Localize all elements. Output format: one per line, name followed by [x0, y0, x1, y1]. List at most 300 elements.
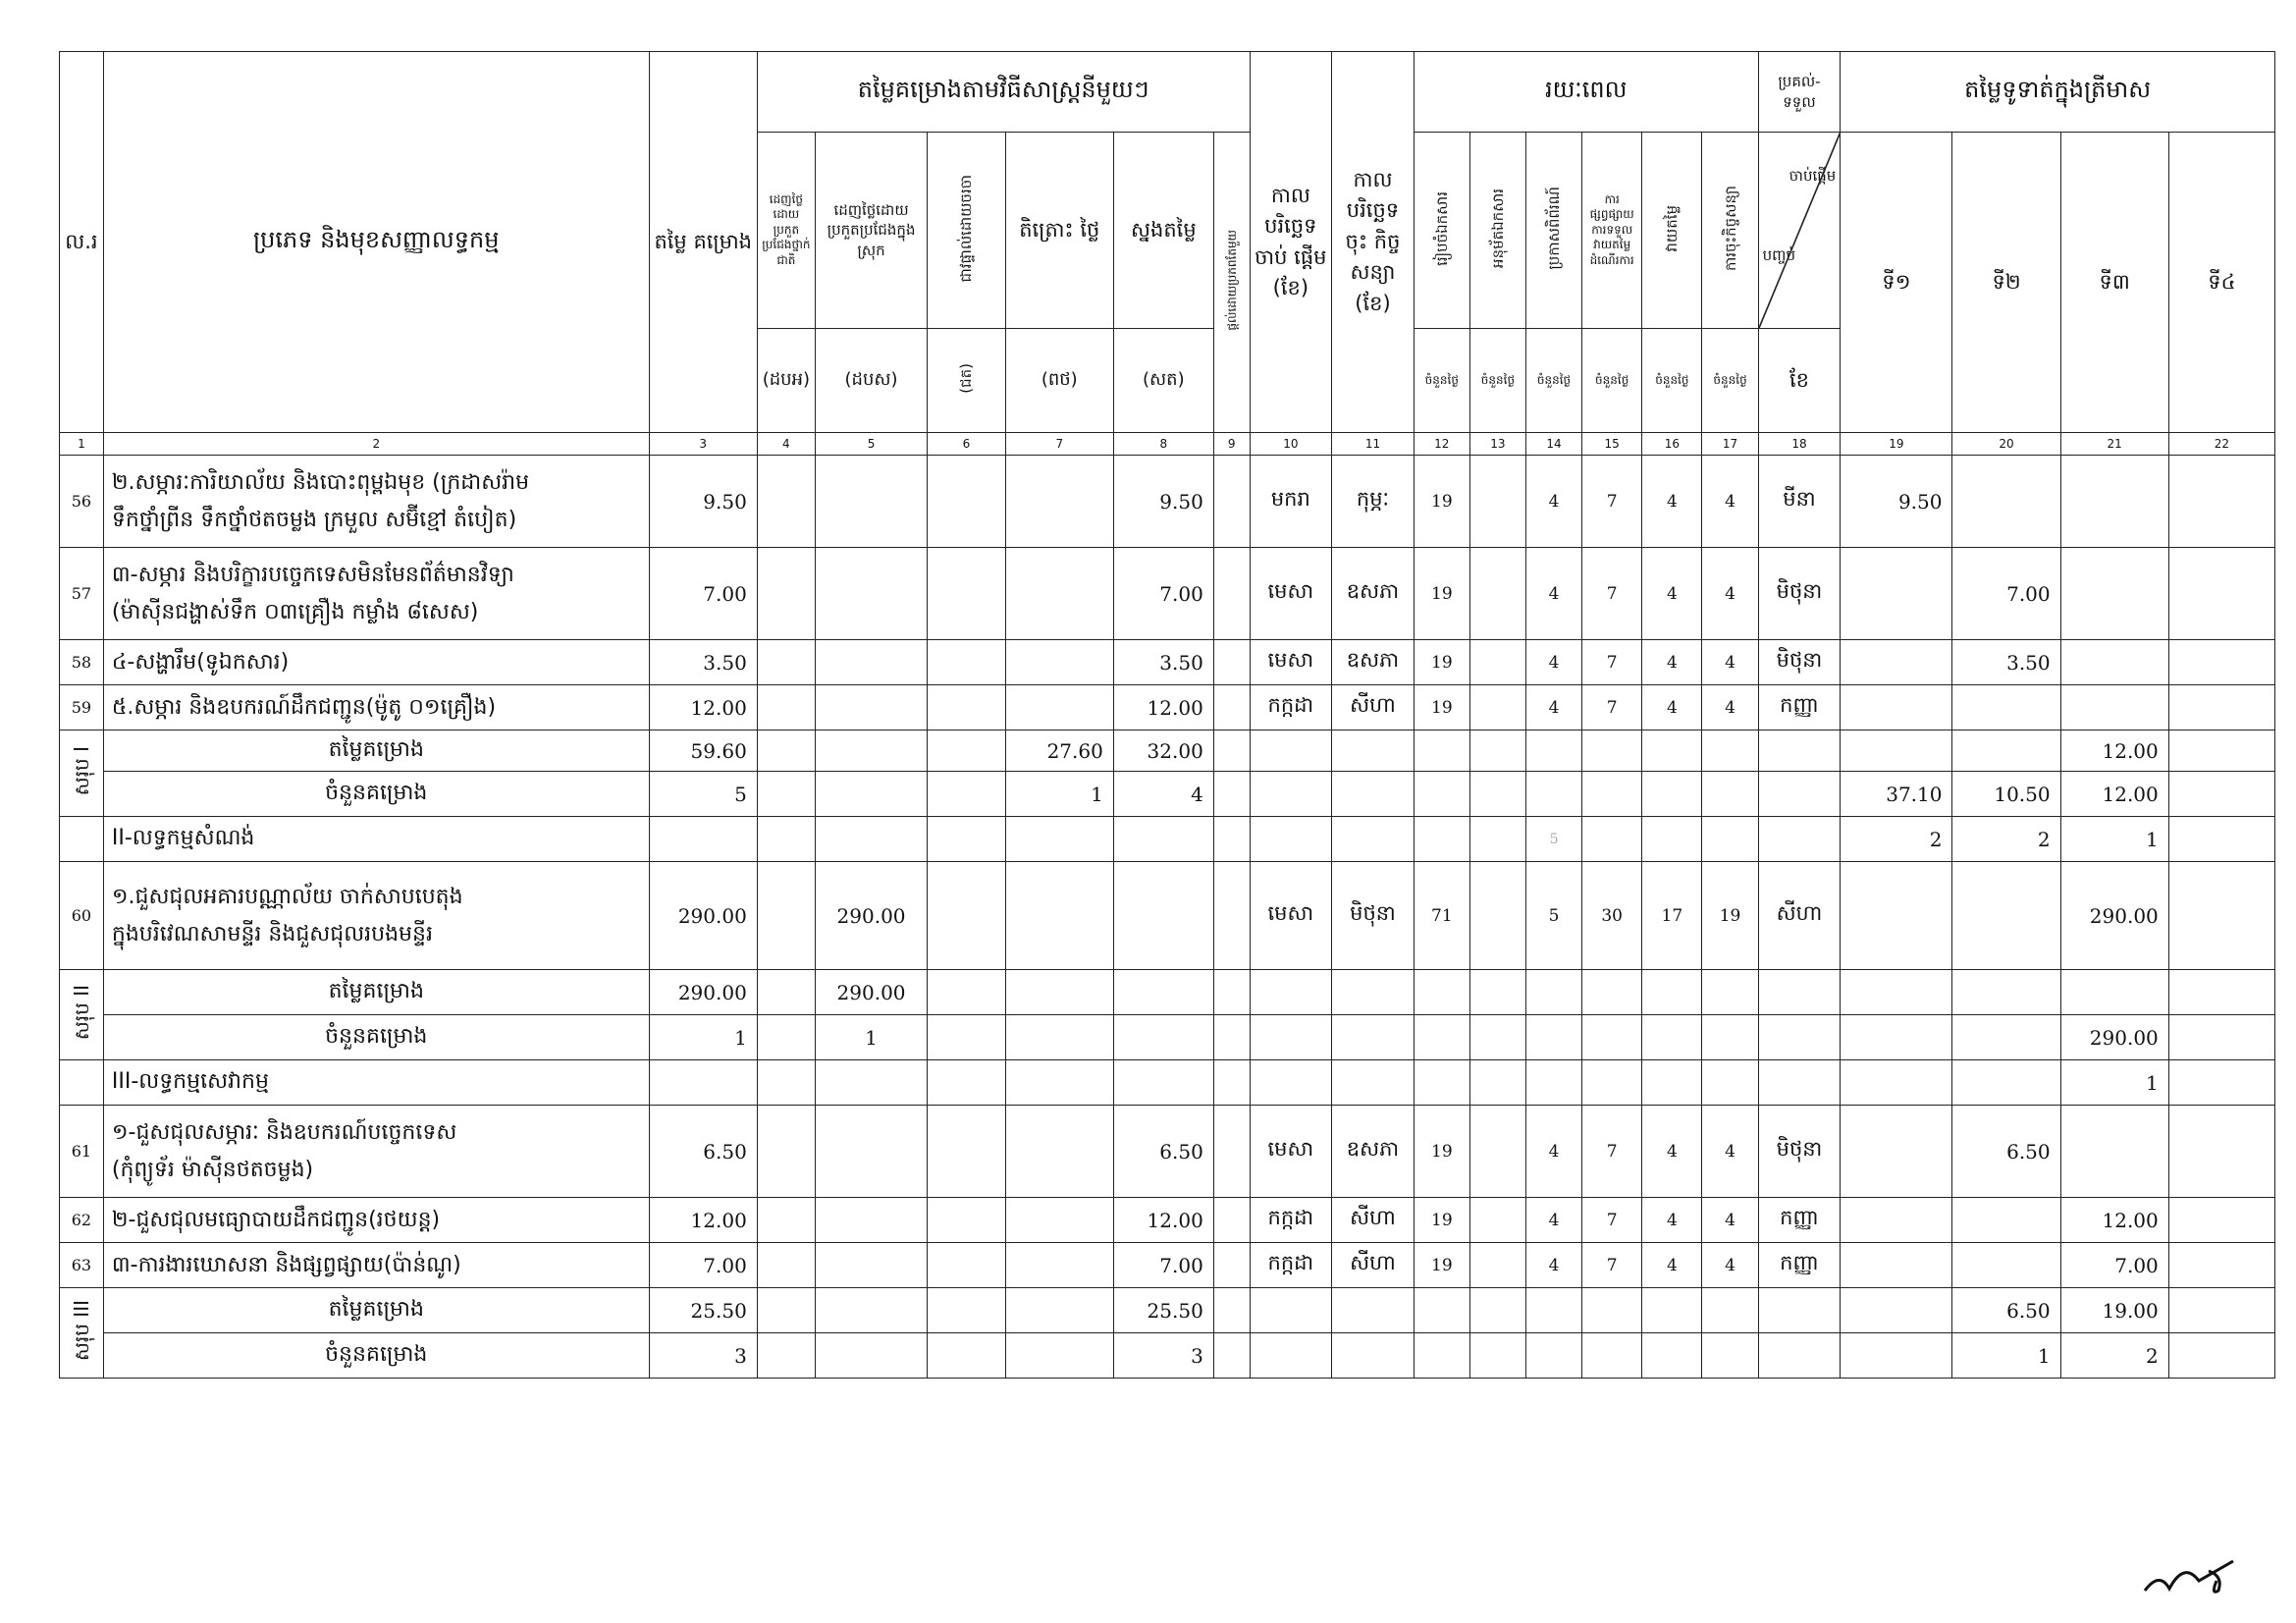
summary-3-count-label: ចំនួនគម្រោង	[103, 1333, 649, 1379]
dur-col-5-header	[1642, 133, 1702, 329]
row-price	[1005, 548, 1113, 640]
row-name-line2: (ម៉ាស៊ីនជង្ហាស់ទឹក ០៣គ្រឿង កម្លាំង ៨សេស)	[111, 599, 479, 624]
row-no: 61	[60, 1106, 104, 1198]
goods-rows	[60, 456, 2275, 730]
row-60-local: 290.00	[815, 862, 927, 970]
row-q4	[2168, 548, 2274, 640]
handwritten-initial-icon	[2140, 1551, 2238, 1600]
row-q1	[1841, 1243, 1952, 1288]
row-contract: ឧសភា	[1332, 1106, 1415, 1198]
row-contract: កុម្ភៈ	[1332, 456, 1415, 548]
row-d4: 7	[1582, 640, 1642, 685]
row-no: 58	[60, 640, 104, 685]
row-estimate: 6.50	[649, 1106, 757, 1198]
row-d4: 7	[1582, 1198, 1642, 1243]
row-price	[1005, 1243, 1113, 1288]
row-local	[815, 548, 927, 640]
row-d3: 4	[1525, 548, 1581, 640]
row-60-start: មេសា	[1250, 862, 1332, 970]
summary-2-side-cell	[60, 970, 104, 1060]
row-delivery: មិថុនា	[1758, 1106, 1841, 1198]
month-label: ខែ	[1758, 329, 1841, 433]
row-start: កក្កដា	[1250, 1198, 1332, 1243]
row-d6: 4	[1702, 548, 1758, 640]
summary-1-side-label: សរុប I	[69, 746, 93, 796]
summary-1-total-label: តម្លៃគម្រោង	[103, 730, 649, 772]
col-no-header: ល.រ	[60, 52, 104, 433]
row-start: មេសា	[1250, 548, 1332, 640]
column-number-17: 17	[1702, 433, 1758, 456]
table-row	[60, 640, 2275, 685]
delivery-end-label: បញ្ចប់	[1762, 245, 1795, 264]
summary-1-extra-q1: 2	[1841, 817, 1952, 862]
row-name	[103, 640, 649, 685]
column-number-3: 3	[649, 433, 757, 456]
row-single	[1213, 1106, 1250, 1198]
summary-2-total-estimate: 290.00	[649, 970, 757, 1015]
row-q2: 3.50	[1952, 640, 2060, 685]
column-number-4: 4	[757, 433, 815, 456]
column-number-22: 22	[2168, 433, 2274, 456]
column-number-19: 19	[1841, 433, 1952, 456]
method-direct-label: ជាវផ្ទាល់ដោយចរចា	[957, 174, 976, 283]
dur-col-3-label: ប្រកាសពិព័រណ៍	[1545, 187, 1564, 270]
row-ncb	[757, 1198, 815, 1243]
row-d6: 4	[1702, 1243, 1758, 1288]
row-d6: 4	[1702, 456, 1758, 548]
row-d2	[1469, 1106, 1525, 1198]
summary-1-total-rfq: 32.00	[1113, 730, 1213, 772]
row-d2	[1469, 1243, 1525, 1288]
row-contract: សីហា	[1332, 1243, 1415, 1288]
diagonal-divider	[1759, 133, 1841, 328]
table-row	[60, 862, 2275, 970]
row-d3: 4	[1525, 1243, 1581, 1288]
row-estimate: 3.50	[649, 640, 757, 685]
dur-col-2-label: អនុម័តឯកសារ	[1488, 189, 1507, 268]
row-q3	[2060, 685, 2168, 730]
dur-col-6-header	[1702, 133, 1758, 329]
row-q1	[1841, 1106, 1952, 1198]
section-2-row	[60, 817, 2275, 862]
row-q2	[1952, 1198, 2060, 1243]
row-d5: 4	[1642, 685, 1702, 730]
row-no: 59	[60, 685, 104, 730]
row-d1: 19	[1414, 1198, 1469, 1243]
row-q1	[1841, 685, 1952, 730]
row-no: 63	[60, 1243, 104, 1288]
row-q4	[2168, 1243, 2274, 1288]
summary-2-side-label: សរុប II	[69, 985, 93, 1041]
summary-1-count-q2: 10.50	[1952, 772, 2060, 817]
row-q4	[2168, 685, 2274, 730]
days-3: ចំនួនថ្ងៃ	[1525, 329, 1581, 433]
column-number-21: 21	[2060, 433, 2168, 456]
row-d5: 4	[1642, 1198, 1702, 1243]
row-q4	[2168, 456, 2274, 548]
row-direct	[928, 640, 1006, 685]
row-d1: 19	[1414, 1243, 1469, 1288]
row-estimate: 7.00	[649, 1243, 757, 1288]
row-price	[1005, 456, 1113, 548]
row-single	[1213, 548, 1250, 640]
row-60-no: 60	[60, 862, 104, 970]
row-name	[103, 1106, 649, 1198]
summary-2-count-estimate: 1	[649, 1015, 757, 1060]
row-ncb	[757, 548, 815, 640]
row-d2	[1469, 685, 1525, 730]
methods-group-header: តម្លៃគម្រោងតាមវិធីសាស្ត្រនីមួយៗ	[757, 52, 1250, 133]
table-row	[60, 685, 2275, 730]
row-contract: ឧសភា	[1332, 548, 1415, 640]
column-number-13: 13	[1469, 433, 1525, 456]
row-d5: 4	[1642, 1243, 1702, 1288]
row-60-estimate: 290.00	[649, 862, 757, 970]
direct-code-cell	[928, 329, 1006, 433]
row-60-delivery: សីហា	[1758, 862, 1841, 970]
row-direct	[928, 1243, 1006, 1288]
summary-2-total-row	[60, 970, 2275, 1015]
row-no: 62	[60, 1198, 104, 1243]
row-q3	[2060, 548, 2168, 640]
row-name-line2: ទឹកថ្នាំព្រីន ទឹកថ្នាំថតចម្លង ក្រមួល សម៊ីខ្មៅ តំបៀត)	[111, 507, 517, 532]
row-d6: 4	[1702, 1198, 1758, 1243]
delivery-start-label: ចាប់ផ្តើម	[1789, 167, 1837, 186]
quarter-1-header: ទី១	[1841, 133, 1952, 433]
section-2-title: II-លទ្ធកម្មសំណង់	[103, 817, 649, 862]
row-q1	[1841, 548, 1952, 640]
row-60-line2: ក្នុងបរិវេណសាមន្ទីរ និងជួសជុលរបងមន្ទីរ	[111, 921, 433, 947]
row-contract: សីហា	[1332, 685, 1415, 730]
row-delivery: កញ្ញា	[1758, 1198, 1841, 1243]
summary-3-total-estimate: 25.50	[649, 1288, 757, 1333]
summary-1-count-price: 1	[1005, 772, 1113, 817]
row-d1: 19	[1414, 1106, 1469, 1198]
summary-3-extra-q3: 2	[2060, 1333, 2168, 1379]
col-estimate-header: តម្លៃ គម្រោង	[649, 52, 757, 433]
table-row	[60, 1106, 2275, 1198]
column-number-11: 11	[1332, 433, 1415, 456]
row-d1: 19	[1414, 685, 1469, 730]
summary-1-total-q3: 12.00	[2060, 730, 2168, 772]
row-rfq: 12.00	[1113, 1198, 1213, 1243]
row-d5: 4	[1642, 1106, 1702, 1198]
row-d1: 19	[1414, 640, 1469, 685]
row-60-d5: 17	[1642, 862, 1702, 970]
row-q3	[2060, 456, 2168, 548]
row-start: មេសា	[1250, 1106, 1332, 1198]
contract-period-header: កាល បរិច្ឆេទ ចុះ កិច្ច សន្យា (ខែ)	[1332, 52, 1415, 433]
row-name-line1: ១-ជួសជុលសម្ភារៈ និងឧបករណ៍បច្ចេកទេស	[111, 1120, 457, 1146]
row-d3: 4	[1525, 685, 1581, 730]
row-estimate: 9.50	[649, 456, 757, 548]
row-d3: 4	[1525, 1198, 1581, 1243]
summary-2-count-local: 1	[815, 1015, 927, 1060]
column-number-1: 1	[60, 433, 104, 456]
row-d2	[1469, 640, 1525, 685]
method-local-header: ដេញថ្លៃដោយប្រកួតប្រជែងក្នុងស្រុក	[815, 133, 927, 329]
column-number-18: 18	[1758, 433, 1841, 456]
summary-3-total-row	[60, 1288, 2275, 1333]
row-estimate: 12.00	[649, 1198, 757, 1243]
row-estimate: 12.00	[649, 685, 757, 730]
row-start: កក្កដា	[1250, 1243, 1332, 1288]
row-d3: 4	[1525, 456, 1581, 548]
row-name-line1: ២-ជួសជុលមធ្យោបាយដឹកជញ្ជូន(រថយន្ត)	[111, 1207, 441, 1232]
dur-col-2-header	[1469, 133, 1525, 329]
row-estimate: 7.00	[649, 548, 757, 640]
dur-col-3-header	[1525, 133, 1581, 329]
days-2: ចំនួនថ្ងៃ	[1469, 329, 1525, 433]
row-d2	[1469, 1198, 1525, 1243]
row-name	[103, 548, 649, 640]
row-start: មករា	[1250, 456, 1332, 548]
row-contract: ឧសភា	[1332, 640, 1415, 685]
days-6: ចំនួនថ្ងៃ	[1702, 329, 1758, 433]
row-rfq: 12.00	[1113, 685, 1213, 730]
row-rfq: 7.00	[1113, 1243, 1213, 1288]
row-d4: 7	[1582, 685, 1642, 730]
summary-3-side-cell	[60, 1288, 104, 1379]
row-direct	[928, 456, 1006, 548]
row-direct	[928, 1106, 1006, 1198]
row-rfq: 9.50	[1113, 456, 1213, 548]
column-number-15: 15	[1582, 433, 1642, 456]
summary-2-total-label: តម្លៃគម្រោង	[103, 970, 649, 1015]
column-number-9: 9	[1213, 433, 1250, 456]
summary-3-count-rfq: 3	[1113, 1333, 1213, 1379]
row-direct	[928, 548, 1006, 640]
row-q3	[2060, 1106, 2168, 1198]
row-60-d3: 5	[1525, 862, 1581, 970]
column-number-10: 10	[1250, 433, 1332, 456]
row-single	[1213, 1243, 1250, 1288]
summary-1-count-q1: 37.10	[1841, 772, 1952, 817]
days-4: ចំនួនថ្ងៃ	[1582, 329, 1642, 433]
row-single	[1213, 685, 1250, 730]
row-rfq: 7.00	[1113, 548, 1213, 640]
delivery-start-end-header	[1758, 133, 1841, 329]
method-direct-header	[928, 133, 1006, 329]
row-name	[103, 1198, 649, 1243]
days-5: ចំនួនថ្ងៃ	[1642, 329, 1702, 433]
row-q3: 7.00	[2060, 1243, 2168, 1288]
delivery-group-header: ប្រគល់- ទទួល	[1758, 52, 1841, 133]
quarter-3-header: ទី៣	[2060, 133, 2168, 433]
section-3-q3: 1	[2060, 1060, 2168, 1106]
row-60-q3: 290.00	[2060, 862, 2168, 970]
price-code: (ពថ)	[1005, 329, 1113, 433]
column-number-14: 14	[1525, 433, 1581, 456]
summary-3-total-q3: 19.00	[2060, 1288, 2168, 1333]
row-price	[1005, 685, 1113, 730]
row-name	[103, 456, 649, 548]
method-price-header: តិត្រោះ ថ្លៃ	[1005, 133, 1113, 329]
row-d4: 7	[1582, 1106, 1642, 1198]
summary-1-count-estimate: 5	[649, 772, 757, 817]
dur-col-1-header	[1414, 133, 1469, 329]
row-d3: 4	[1525, 1106, 1581, 1198]
summary-1-extra-q3: 1	[2060, 817, 2168, 862]
row-rfq: 3.50	[1113, 640, 1213, 685]
row-d4: 7	[1582, 456, 1642, 548]
row-name	[103, 685, 649, 730]
row-delivery: មីនា	[1758, 456, 1841, 548]
row-delivery: មិថុនា	[1758, 640, 1841, 685]
row-d6: 4	[1702, 640, 1758, 685]
quarter-group-header: តម្លៃទូទាត់ក្នុងត្រីមាស	[1841, 52, 2275, 133]
summary-1-total-estimate: 59.60	[649, 730, 757, 772]
row-60-d4: 30	[1582, 862, 1642, 970]
row-q2	[1952, 456, 2060, 548]
row-q2	[1952, 685, 2060, 730]
summary-1-side-cell	[60, 730, 104, 817]
row-price	[1005, 1106, 1113, 1198]
row-single	[1213, 1198, 1250, 1243]
row-d5: 4	[1642, 456, 1702, 548]
column-number-12: 12	[1414, 433, 1469, 456]
summary-1-extra-q2: 2	[1952, 817, 2060, 862]
row-rfq: 6.50	[1113, 1106, 1213, 1198]
row-name-line1: ៥.សម្ភារ និងឧបករណ៍ដឹកជញ្ជូន(ម៉ូតូ ០១គ្រឿង)	[111, 694, 497, 720]
table-row	[60, 1198, 2275, 1243]
column-number-7: 7	[1005, 433, 1113, 456]
row-name-line1: ២.សម្ភារៈការិយាល័យ និងបោះពុម្ពឯមុខ (ក្រដាសរ៉ាម	[111, 470, 530, 496]
ncb-code: (ដបអ)	[757, 329, 815, 433]
row-d1: 19	[1414, 548, 1469, 640]
row-local	[815, 1106, 927, 1198]
row-d4: 7	[1582, 548, 1642, 640]
local-code: (ដបស)	[815, 329, 927, 433]
method-ncb-header: ដេញថ្លៃ ដោយប្រកួតប្រជែងថ្នាក់ជាតិ	[757, 133, 815, 329]
summary-2-total-local: 290.00	[815, 970, 927, 1015]
column-number-20: 20	[1952, 433, 2060, 456]
summary-1-count-row	[60, 772, 2275, 817]
duration-group-header: រយៈពេល	[1414, 52, 1758, 133]
summary-3-total-q2: 6.50	[1952, 1288, 2060, 1333]
row-delivery: កញ្ញា	[1758, 1243, 1841, 1288]
row-start: កក្កដា	[1250, 685, 1332, 730]
row-60-name	[103, 862, 649, 970]
row-d5: 4	[1642, 548, 1702, 640]
summary-2-count-q3: 290.00	[2060, 1015, 2168, 1060]
col-type-header: ប្រភេទ និងមុខសញ្ញាលទ្ធកម្ម	[103, 52, 649, 433]
quarter-4-header: ទី៤	[2168, 133, 2274, 433]
row-no: 56	[60, 456, 104, 548]
dur-col-4-header: ការផ្សព្វផ្សាយ ការទទួល វាយតម្លៃ ដំណើរការ	[1582, 133, 1642, 329]
row-single	[1213, 640, 1250, 685]
rfq-code: (សត)	[1113, 329, 1213, 433]
service-rows	[60, 1106, 2275, 1288]
row-name-line2: (កុំព្យូទ័រ ម៉ាស៊ីនថតចម្លង)	[111, 1157, 314, 1182]
row-q4	[2168, 640, 2274, 685]
row-contract: សីហា	[1332, 1198, 1415, 1243]
column-number-6: 6	[928, 433, 1006, 456]
row-d4: 7	[1582, 1243, 1642, 1288]
summary-2-count-row	[60, 1015, 2275, 1060]
page-signature-mark	[2140, 1551, 2238, 1600]
row-60-d1: 71	[1414, 862, 1469, 970]
direct-code: (ជត)	[957, 363, 976, 394]
row-q4	[2168, 1198, 2274, 1243]
summary-1-count-label: ចំនួនគម្រោង	[103, 772, 649, 817]
column-number-row	[60, 433, 2275, 456]
section-2-faint-mark: 5	[1525, 817, 1581, 862]
row-local	[815, 1243, 927, 1288]
column-number-2: 2	[103, 433, 649, 456]
row-no: 57	[60, 548, 104, 640]
row-single	[1213, 456, 1250, 548]
row-d3: 4	[1525, 640, 1581, 685]
row-d5: 4	[1642, 640, 1702, 685]
row-name	[103, 1243, 649, 1288]
dur-col-6-label: ការចុះកិច្ចសន្យា	[1721, 185, 1739, 271]
summary-3-extra-q2: 1	[1952, 1333, 2060, 1379]
method-single-header	[1213, 133, 1250, 433]
row-name-line1: ៣-ការងារឃោសនា និងផ្សព្វផ្សាយ(ប៉ាន់ណូ)	[111, 1252, 461, 1277]
row-d6: 4	[1702, 1106, 1758, 1198]
row-ncb	[757, 1106, 815, 1198]
row-d1: 19	[1414, 456, 1469, 548]
method-single-label: ផ្តល់ដោយប្រភពតែមួយ	[1224, 230, 1239, 331]
row-d2	[1469, 456, 1525, 548]
table-row	[60, 548, 2275, 640]
table-row	[60, 456, 2275, 548]
column-number-5: 5	[815, 433, 927, 456]
row-q1	[1841, 640, 1952, 685]
row-60-line1: ១.ជួសជុលអគារបណ្ណាល័យ ចាក់សាបបេតុង	[111, 885, 463, 910]
row-direct	[928, 685, 1006, 730]
row-local	[815, 640, 927, 685]
summary-1-total-price: 27.60	[1005, 730, 1113, 772]
row-local	[815, 456, 927, 548]
row-q2: 6.50	[1952, 1106, 2060, 1198]
row-q1: 9.50	[1841, 456, 1952, 548]
row-name-line1: ៣-សម្ភារ និងបរិក្ខារបច្ចេកទេសមិនមែនព័ត៌មានវិទ្យា	[111, 563, 514, 588]
start-period-header: កាល បរិច្ឆេទ ចាប់ ផ្តើម (ខែ)	[1250, 52, 1332, 433]
row-q3: 12.00	[2060, 1198, 2168, 1243]
summary-1-count-q3: 12.00	[2060, 772, 2168, 817]
row-local	[815, 685, 927, 730]
dur-col-1-label: រៀបចំឯកសារ	[1432, 190, 1451, 266]
row-delivery: កញ្ញា	[1758, 685, 1841, 730]
column-number-8: 8	[1113, 433, 1213, 456]
summary-3-count-estimate: 3	[649, 1333, 757, 1379]
summary-2-count-label: ចំនួនគម្រោង	[103, 1015, 649, 1060]
row-q1	[1841, 1198, 1952, 1243]
summary-3-total-rfq: 25.50	[1113, 1288, 1213, 1333]
section-3-row	[60, 1060, 2275, 1106]
row-local	[815, 1198, 927, 1243]
row-ncb	[757, 640, 815, 685]
column-number-16: 16	[1642, 433, 1702, 456]
row-q2	[1952, 1243, 2060, 1288]
procurement-plan-table	[59, 51, 2275, 1379]
row-q4	[2168, 1106, 2274, 1198]
row-60-contract: មិថុនា	[1332, 862, 1415, 970]
summary-1-count-rfq: 4	[1113, 772, 1213, 817]
summary-3-count-row	[60, 1333, 2275, 1379]
row-d2	[1469, 548, 1525, 640]
row-price	[1005, 1198, 1113, 1243]
row-60-d6: 19	[1702, 862, 1758, 970]
summary-3-total-label: តម្លៃគម្រោង	[103, 1288, 649, 1333]
summary-1-total-row	[60, 730, 2275, 772]
quarter-2-header: ទី២	[1952, 133, 2060, 433]
dur-col-5-label: វាយតម្លៃ	[1663, 204, 1682, 252]
row-ncb	[757, 685, 815, 730]
row-d6: 4	[1702, 685, 1758, 730]
